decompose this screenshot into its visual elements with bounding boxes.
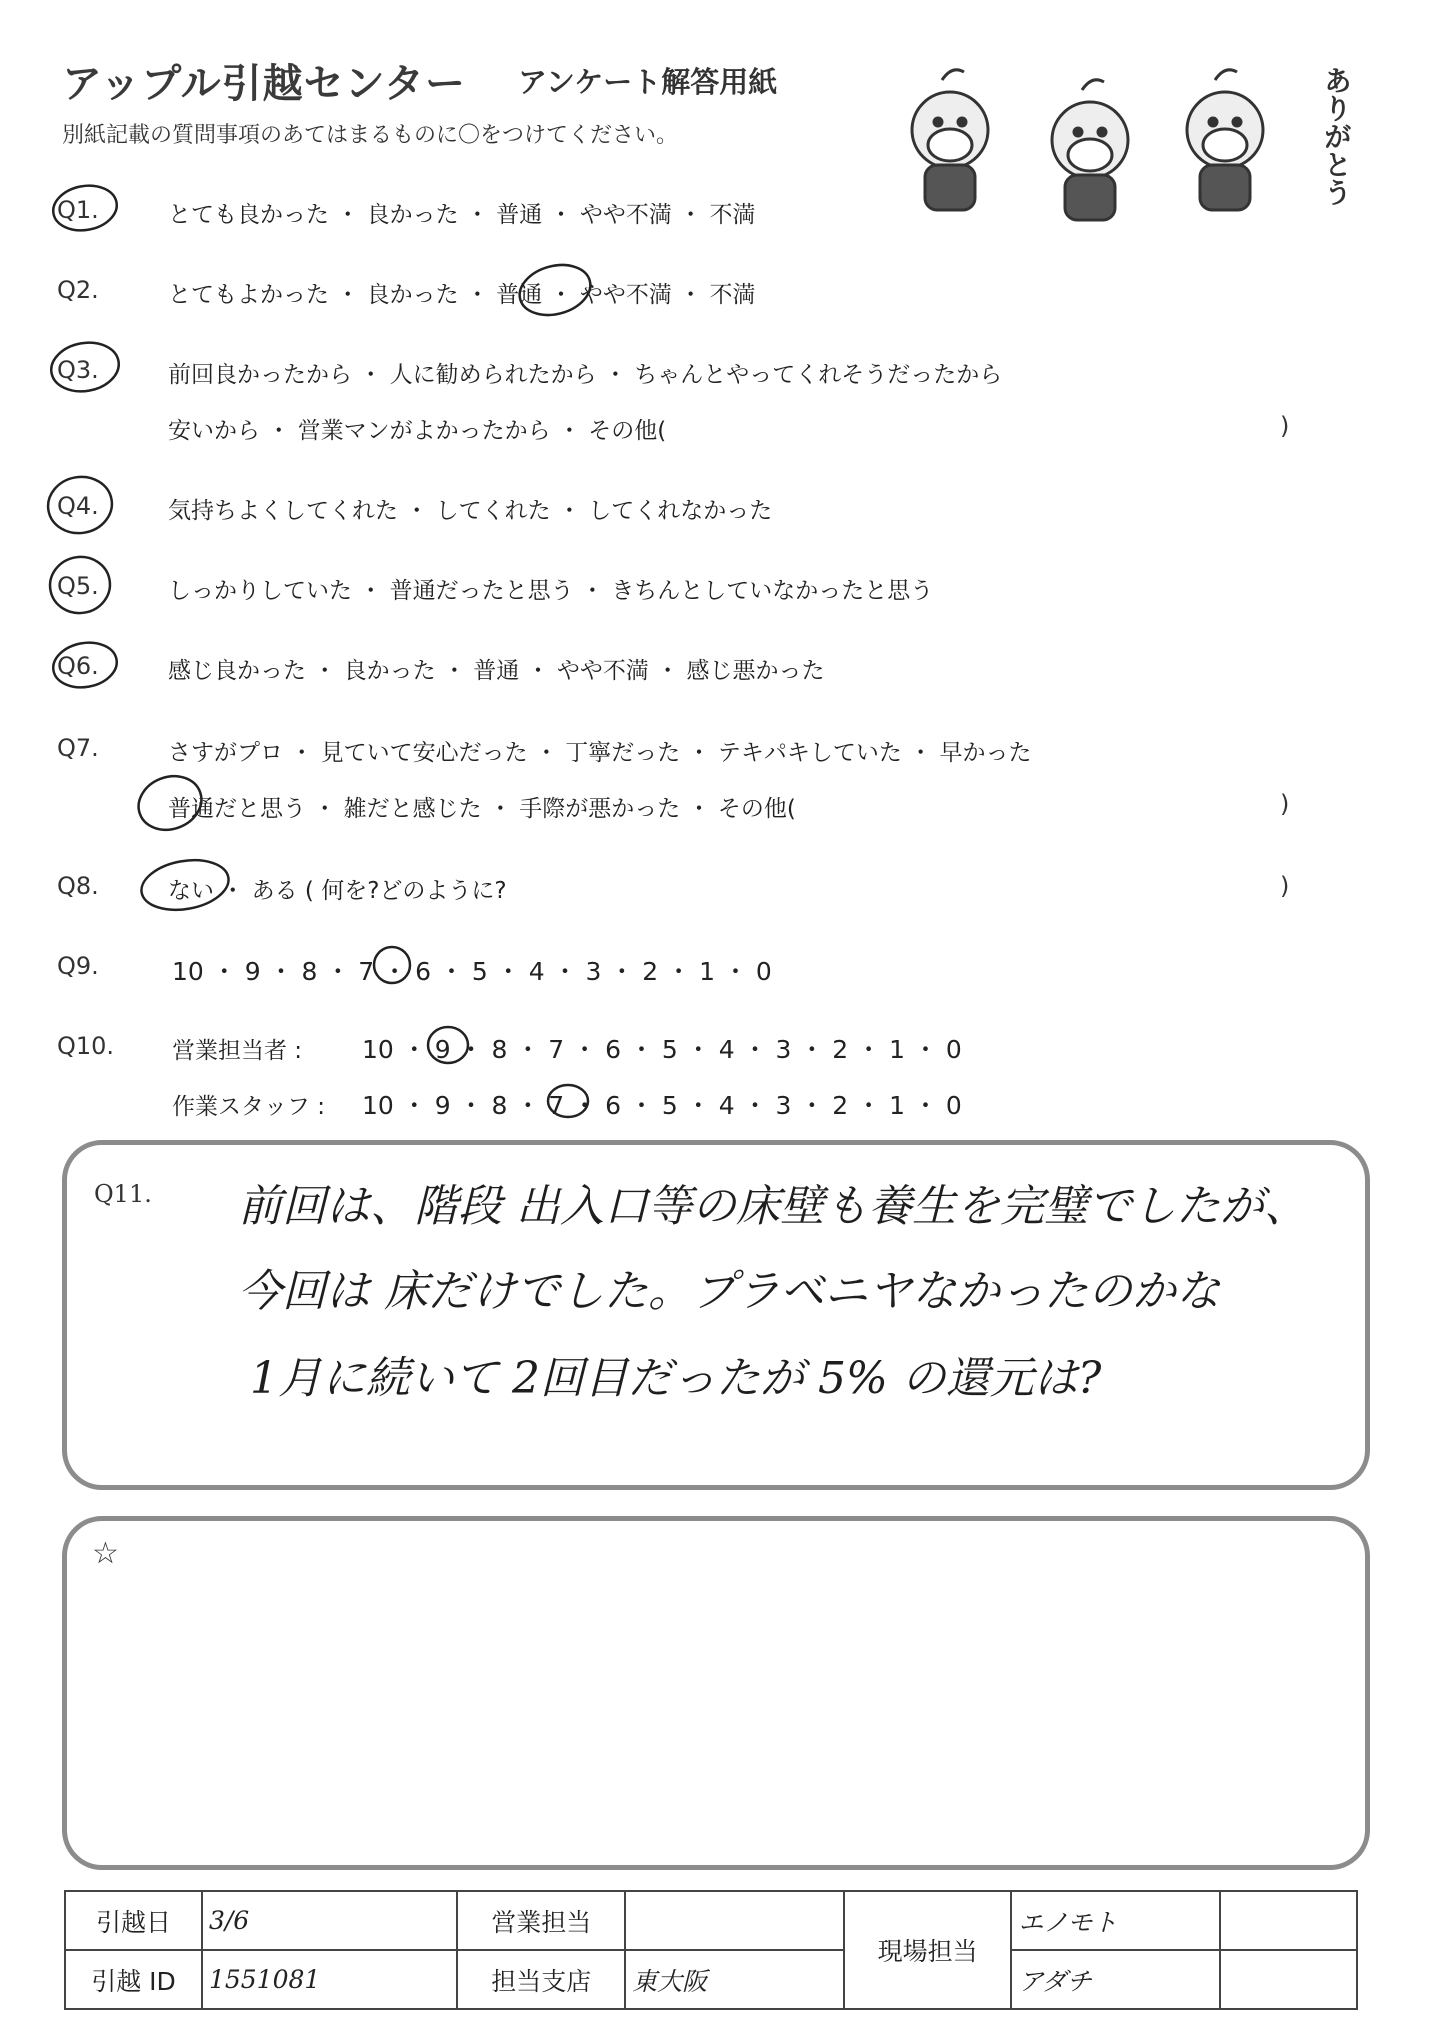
site-staff-extra-1 <box>1220 1891 1357 1950</box>
site-staff-1: エノモト <box>1011 1891 1220 1950</box>
q7-circle <box>131 768 209 839</box>
sales-rep-label: 営業担当 <box>457 1891 625 1950</box>
q11-answer-line-1: 前回は、階段 出入口等の床壁も養生を完璧でしたが、 <box>238 1181 1308 1232</box>
q11-answer-line-2: 今回は 床だけでした。プラベニヤなかったのかな <box>238 1266 1220 1317</box>
form-subtitle: アンケート解答用紙 <box>518 65 778 99</box>
q6-options[interactable]: 感じ良かった ・ 良かった ・ 普通 ・ やや不満 ・ 感じ悪かった <box>168 658 825 684</box>
q6-label: Q6. <box>57 652 99 680</box>
q2-options[interactable]: とてもよかった ・ 良かった ・ 普通 ・ やや不満 ・ 不満 <box>168 282 756 308</box>
comment-box <box>62 1516 1370 1870</box>
star-icon: ☆ <box>92 1536 119 1571</box>
branch-label: 担当支店 <box>457 1950 625 2009</box>
move-date-value: 3/6 <box>202 1891 458 1950</box>
q8-close-paren: ) <box>1280 872 1290 900</box>
q1-label: Q1. <box>57 196 99 224</box>
q3-options-line2[interactable]: 安いから ・ 営業マンがよかったから ・ その他( <box>168 418 667 444</box>
q10-staff-scale[interactable]: 10 ・ 9 ・ 8 ・ 7 ・ 6 ・ 5 ・ 4 ・ 3 ・ 2 ・ 1 ・ 0 <box>362 1091 962 1120</box>
q8-circle <box>138 854 233 917</box>
brand-title: アップル引越センター <box>62 61 466 107</box>
q7-close-paren: ) <box>1280 790 1290 818</box>
q8-options[interactable]: ない ・ ある ( 何を?どのように? <box>168 878 507 904</box>
q3-circle <box>47 337 122 396</box>
q5-options[interactable]: しっかりしていた ・ 普通だったと思う ・ きちんとしていなかったと思う <box>168 578 934 604</box>
move-date-label: 引越日 <box>65 1891 202 1950</box>
q11-answer-line-3: 1月に続いて 2回目だったが 5% の還元は? <box>250 1353 1102 1404</box>
q1-circle <box>50 181 121 235</box>
q10-staff-circle <box>548 1085 588 1117</box>
q3-label: Q3. <box>57 356 99 384</box>
q2-label: Q2. <box>57 276 99 304</box>
q3-options[interactable]: 前回良かったから ・ 人に勧められたから ・ ちゃんとやってくれそうだったから <box>168 362 1003 388</box>
q9-scale[interactable]: 10 ・ 9 ・ 8 ・ 7 ・ 6 ・ 5 ・ 4 ・ 3 ・ 2 ・ 1 ・ 0 <box>172 957 772 986</box>
q10-sales-label: 営業担当者 : <box>172 1038 303 1064</box>
q4-circle <box>44 472 117 538</box>
q7-label: Q7. <box>57 734 99 762</box>
q5-circle <box>46 552 115 618</box>
q8-label: Q8. <box>57 872 99 900</box>
move-id-label: 引越 ID <box>65 1950 202 2009</box>
q10-staff-label: 作業スタッフ : <box>172 1094 326 1120</box>
site-staff-label: 現場担当 <box>844 1891 1012 2009</box>
q7-options[interactable]: さすがプロ ・ 見ていて安心だった ・ 丁寧だった ・ テキパキしていた ・ 早かった <box>168 740 1032 766</box>
branch-value: 東大阪 <box>625 1950 844 2009</box>
thank-you-text: ありがとう <box>1320 66 1353 206</box>
site-staff-2: アダチ <box>1011 1950 1220 2009</box>
q10-label: Q10. <box>57 1032 115 1060</box>
footer-table <box>64 1890 1358 2010</box>
sales-rep-value <box>625 1891 844 1950</box>
q1-options[interactable]: とても良かった ・ 良かった ・ 普通 ・ やや不満 ・ 不満 <box>168 202 756 228</box>
site-staff-extra-2 <box>1220 1950 1357 2009</box>
instruction-text: 別紙記載の質問事項のあてはまるものに〇をつけてください。 <box>62 123 679 148</box>
move-id-value: 1551081 <box>202 1950 458 2009</box>
q5-label: Q5. <box>57 572 99 600</box>
q3-close-paren: ) <box>1280 412 1290 440</box>
q2-circle <box>514 258 596 323</box>
q10-sales-scale[interactable]: 10 ・ 9 ・ 8 ・ 7 ・ 6 ・ 5 ・ 4 ・ 3 ・ 2 ・ 1 ・ 0 <box>362 1035 962 1064</box>
q4-label: Q4. <box>57 492 99 520</box>
q7-options-line2[interactable]: 普通だと思う ・ 雑だと感じた ・ 手際が悪かった ・ その他( <box>168 796 796 822</box>
q9-label: Q9. <box>57 952 99 980</box>
q4-options[interactable]: 気持ちよくしてくれた ・ してくれた ・ してくれなかった <box>168 498 773 524</box>
q9-circle <box>374 947 410 983</box>
q10-sales-circle <box>428 1027 468 1063</box>
q11-label: Q11. <box>94 1180 152 1208</box>
q6-circle <box>50 638 121 692</box>
